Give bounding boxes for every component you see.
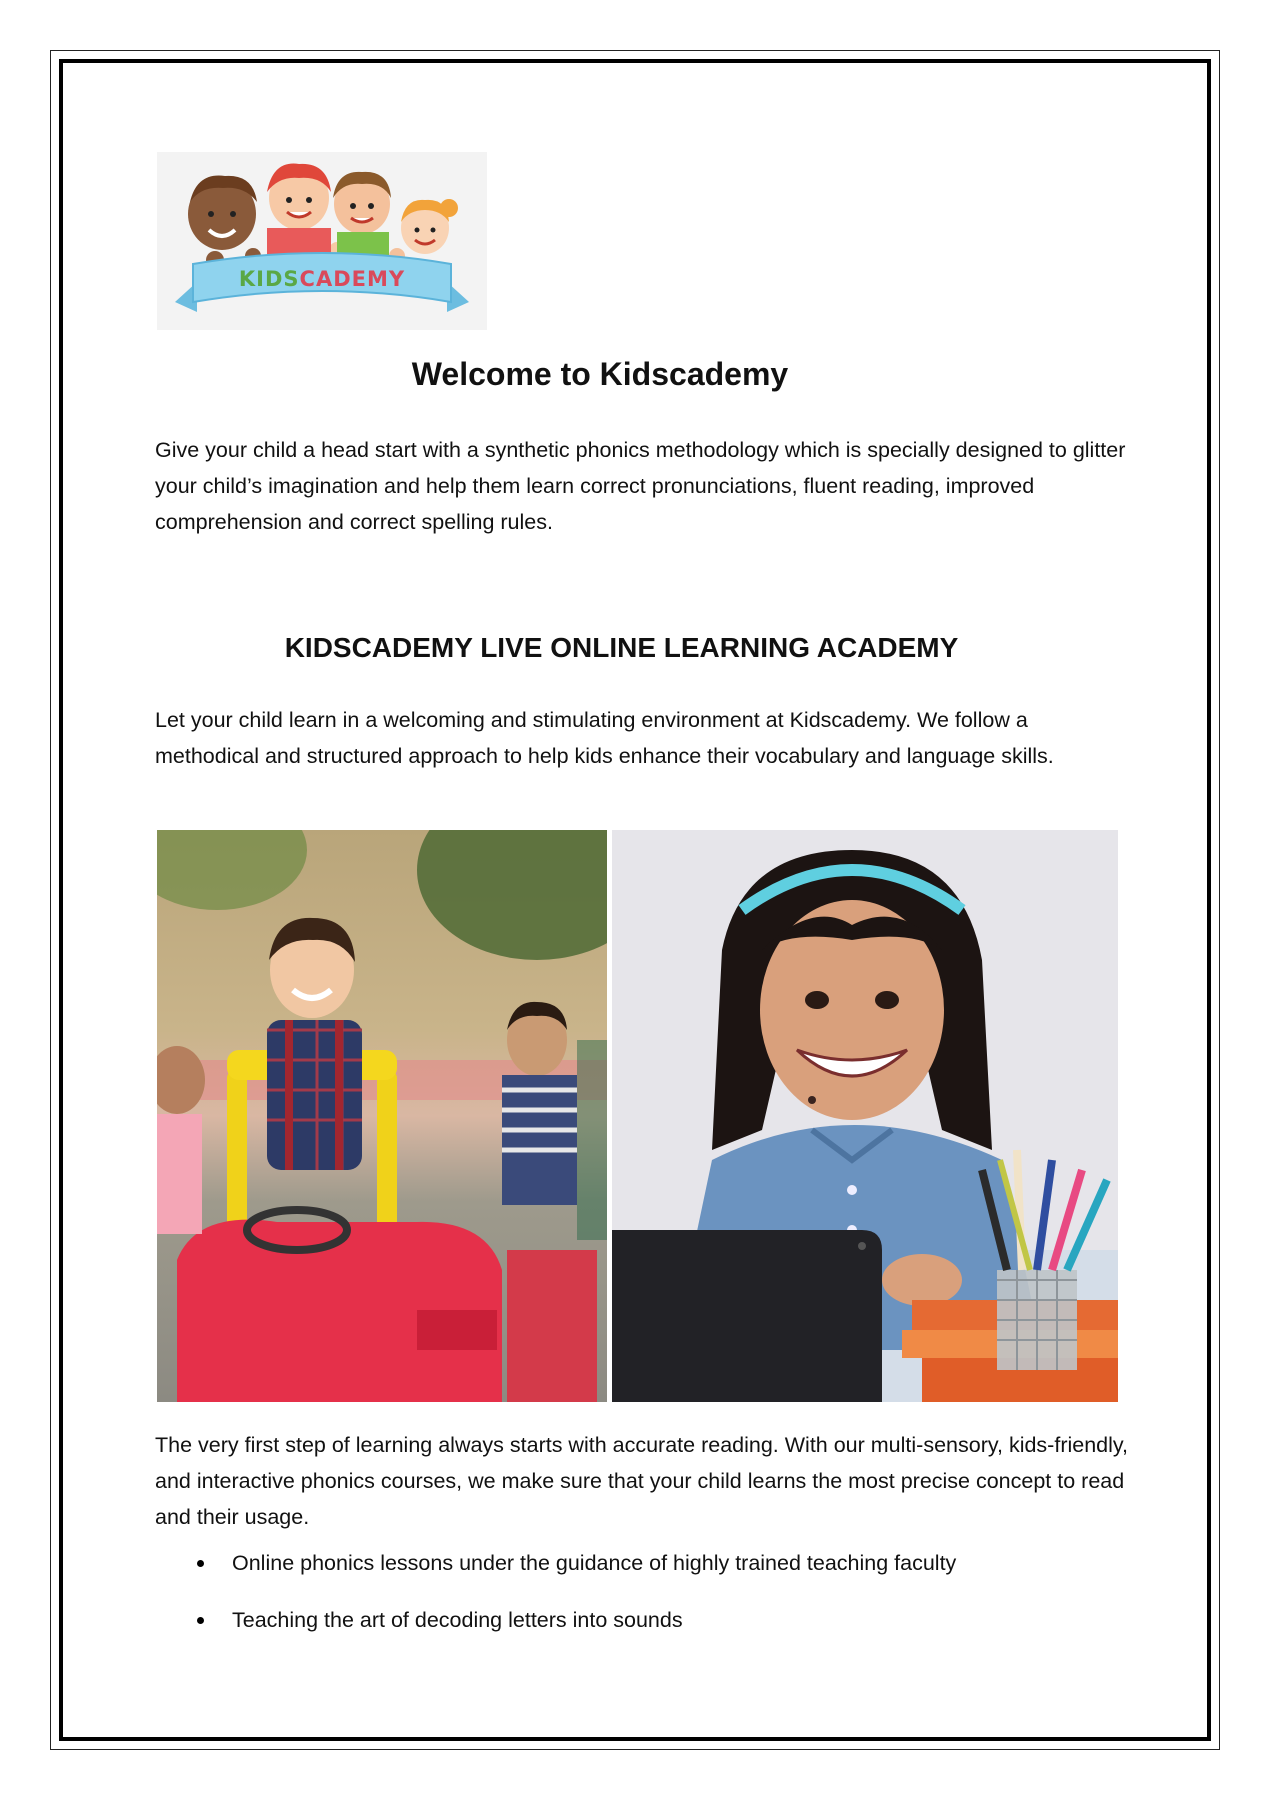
list-item-text: Teaching the art of decoding letters into sounds — [232, 1608, 683, 1632]
reading-paragraph: The very first step of learning always starts with accurate reading. With our multi-sensory, kids-friendly, and interactive phonics courses, we make sure that your child learns the most precise concept to read and their usage. — [155, 1433, 1129, 1529]
academy-paragraph: Let your child learn in a welcoming and stimulating environment at Kidscademy. We follow a methodical and structured approach to help kids enhance their vocabulary and language skills. — [155, 708, 1054, 768]
welcome-paragraph: Give your child a head start with a synthetic phonics methodology which is specially designed to glitter your child’s imagination and help them learn correct pronunciations, fluent reading, improved comprehension and correct spelling rules. — [155, 438, 1126, 534]
list-item-text: Online phonics lessons under the guidance of highly trained teaching faculty — [232, 1551, 957, 1575]
kidscademy-logo — [157, 152, 487, 330]
logo-text-kids: KIDS — [238, 267, 300, 291]
list-item — [155, 1602, 1135, 1638]
photo-girl-tablet — [612, 830, 1118, 1402]
bullet-icon — [197, 1560, 204, 1567]
photo-boy-toy-car — [157, 830, 607, 1402]
feature-list — [155, 1545, 1135, 1659]
svg-text:KIDSCADEMY — [239, 267, 405, 291]
welcome-title: Welcome to Kidscademy — [411, 356, 789, 392]
logo-text-cademy: CADEMY — [299, 267, 406, 291]
list-item — [155, 1545, 1135, 1581]
bullet-icon — [197, 1617, 204, 1624]
academy-title: KIDSCADEMY LIVE ONLINE LEARNING ACADEMY — [284, 632, 959, 663]
